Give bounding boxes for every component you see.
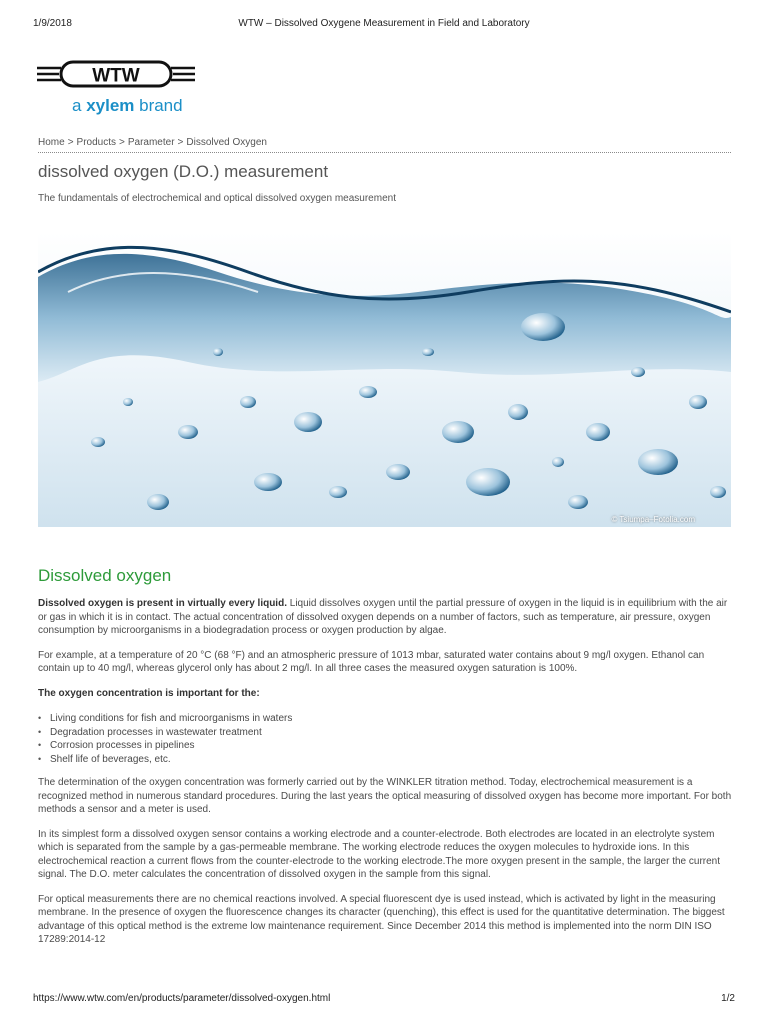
page-subtitle: The fundamentals of electrochemical and optical dissolved oxygen measurement bbox=[38, 193, 396, 204]
list-heading: The oxygen concentration is important for the: bbox=[38, 687, 260, 699]
paragraph-lead: Dissolved oxygen is present in virtually every liquid. bbox=[38, 598, 287, 609]
xylem-wordmark: xylem bbox=[86, 96, 135, 115]
xylem-brand-tagline: a xylem brand bbox=[72, 96, 183, 115]
hero-image bbox=[38, 232, 731, 527]
breadcrumb-current: Dissolved Oxygen bbox=[186, 137, 267, 148]
wtw-logo-icon bbox=[37, 60, 195, 92]
print-url: https://www.wtw.com/en/products/parameter/dissolved-oxygen.html bbox=[33, 993, 331, 1004]
section-title: Dissolved oxygen bbox=[38, 566, 172, 585]
print-header bbox=[33, 18, 735, 32]
svg-text:WTW: WTW bbox=[92, 65, 140, 87]
list-item: • Corrosion processes in pipelines bbox=[50, 739, 732, 753]
breadcrumb-parameter[interactable]: Parameter bbox=[127, 137, 175, 148]
paragraph: The determination of the oxygen concentration was formerly carried out by the WINKLER titration method. Today, electrochemical measurement is a recognized method in numerous standard procedures. During the last years the optical measuring of dissolved oxygen has become more important. For both methods a sensor and a meter is used. bbox=[38, 777, 732, 815]
list-item: • Living conditions for fish and microorganisms in waters bbox=[50, 712, 732, 726]
article-content bbox=[38, 597, 732, 958]
breadcrumb-divider bbox=[38, 152, 731, 153]
water-bubbles-photo-icon bbox=[38, 232, 731, 527]
list-item: • Shelf life of beverages, etc. bbox=[50, 753, 732, 767]
paragraph: For example, at a temperature of 20 °C (68 °F) and an atmospheric pressure of 1013 mbar, saturated water contains about 9 mg/l oxygen. Ethanol can contain up to 40 mg/l, whereas glycerol only has about 2 mg/l. In all three cases the measured oxygen saturation is 100%. bbox=[38, 649, 705, 674]
list-item: • Degradation processes in wastewater treatment bbox=[50, 726, 732, 740]
hero-credit: © Tsiumpa–Fotolia.com bbox=[611, 515, 695, 524]
page-title: dissolved oxygen (D.O.) measurement bbox=[38, 162, 329, 181]
paragraph: Dissolved oxygen is present in virtually every liquid. Liquid dissolves oxygen until the partial pressure of oxygen in the liquid is in equilibrium with the air or gas in which it is in contact. The actual concentration of dissolved oxygen depends on a number of factors, such as temperature, air pressure, oxygen consumption by microorganisms in a biodegradation process or oxygen production by algae. bbox=[38, 598, 728, 636]
print-footer bbox=[33, 993, 735, 1007]
importance-list bbox=[38, 712, 732, 766]
paragraph: For optical measurements there are no chemical reactions involved. A special fluorescent dye is used instead, which is activated by light in the measuring membrane. In the presence of oxygen the fluorescence changes its character (quenching), this effect is used for the quantitative determination. The biggest advantage of this optical method is the extreme low maintenance requirement. Since December 2014 this method is implemented into the norm DIN ISO 17289:2014-12 bbox=[38, 893, 725, 945]
paragraph: In its simplest form a dissolved oxygen sensor contains a working electrode and a counter-electrode. Both electrodes are located in an electrolyte system which is separated from the sample by a gas-permeable membrane. The working electrode reduces the oxygen molecules to hydroxide ions. In this electrochemical reaction a current flows from the counter-electrode to the working electrode.The more oxygen present in the sample, the larger the current signal. The D.O. meter calculates the concentration of dissolved oxygen in the sample from this signal. bbox=[38, 828, 721, 880]
print-date: 1/9/2018 bbox=[33, 18, 72, 29]
breadcrumb-home[interactable]: Home bbox=[38, 137, 65, 148]
breadcrumb: Home > Products > Parameter > Dissolved Oxygen bbox=[38, 137, 267, 148]
print-page-number: 1/2 bbox=[721, 993, 735, 1004]
breadcrumb-products[interactable]: Products bbox=[76, 137, 116, 148]
print-title: WTW – Dissolved Oxygene Measurement in Field and Laboratory bbox=[238, 18, 530, 29]
